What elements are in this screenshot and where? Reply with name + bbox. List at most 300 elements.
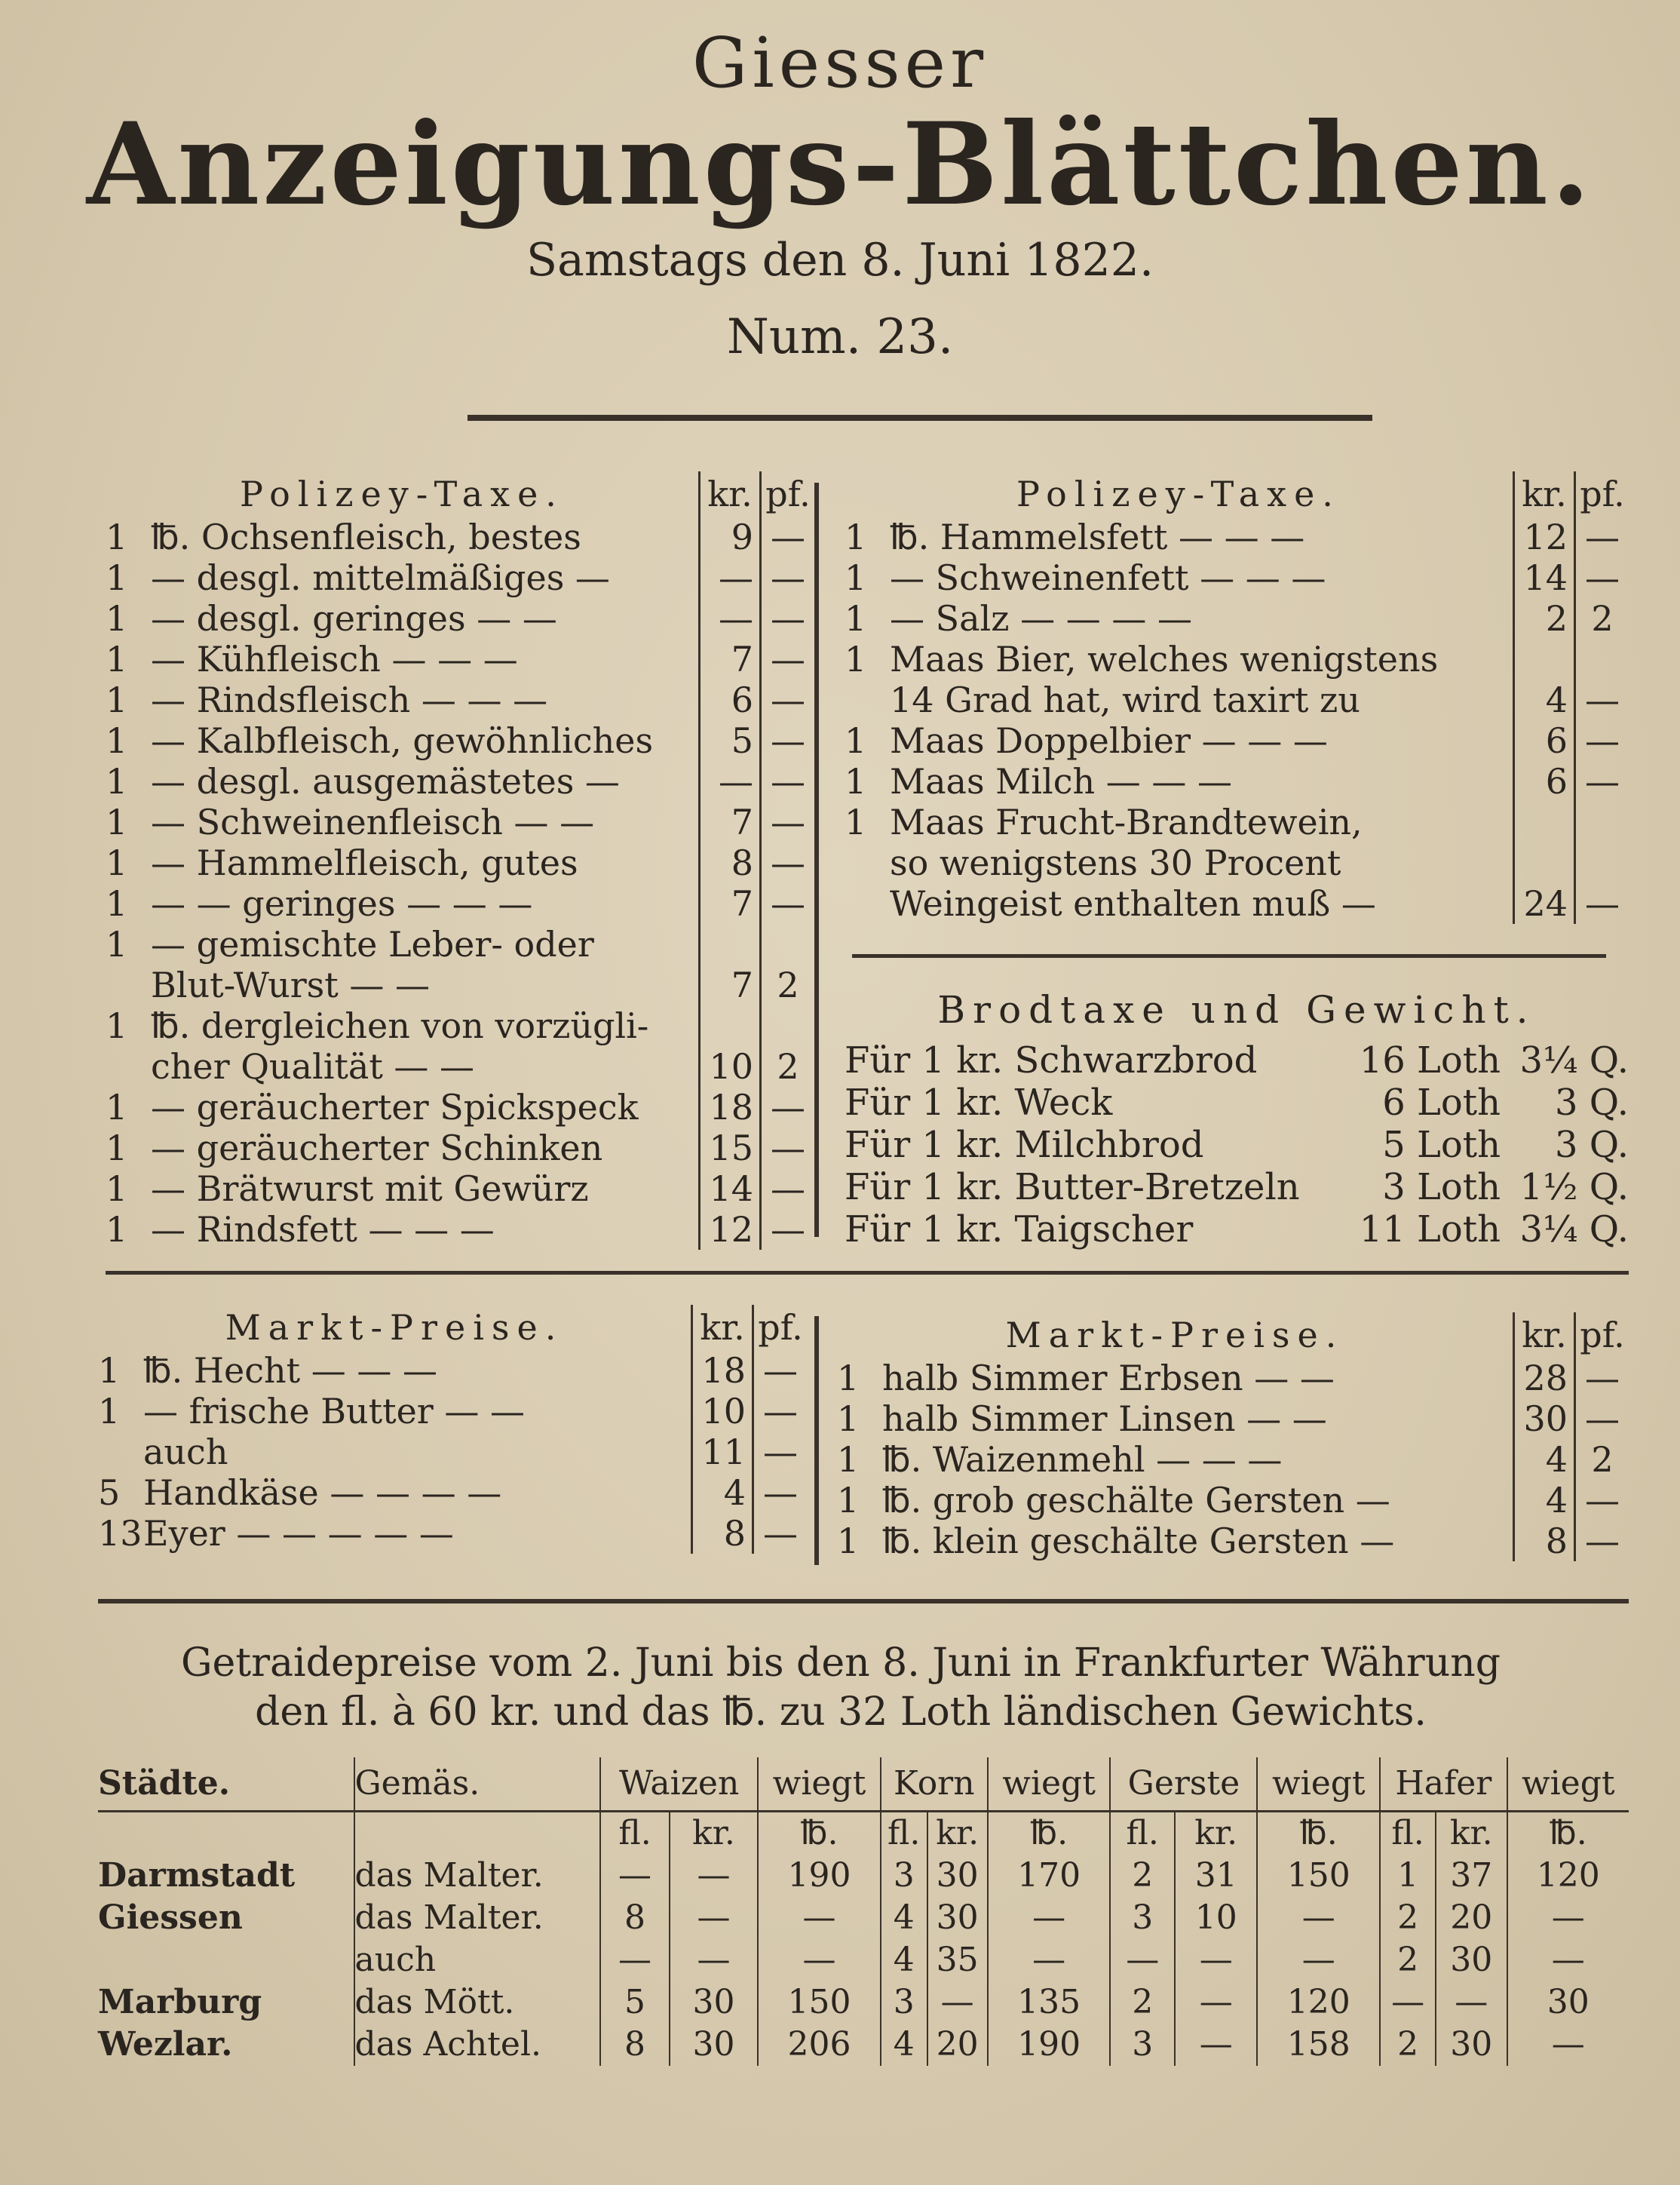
grain-value: 120: [1257, 1981, 1380, 2024]
bread-weight-loth: 16 Loth: [1359, 1039, 1501, 1082]
price-kr: 11: [692, 1432, 753, 1472]
price-pf: —: [753, 1513, 808, 1554]
price-pf: [761, 924, 815, 965]
price-kr: [1514, 842, 1575, 883]
price-pf: —: [753, 1391, 808, 1432]
table-row: [106, 761, 814, 802]
bread-row: [845, 1208, 1629, 1251]
bread-tax-table: [845, 1039, 1629, 1251]
grain-col-header: Waizen: [600, 1757, 758, 1812]
grain-value: 150: [758, 1981, 881, 2024]
bread-weight-q: 3¼ Q.: [1519, 1039, 1629, 1082]
grain-prices-table: [98, 1757, 1629, 2066]
table-row: [106, 517, 814, 557]
grain-value: 20: [927, 2024, 988, 2066]
market-right-title: Markt-Preise.: [1005, 1315, 1344, 1355]
price-kr: 8: [1514, 1521, 1575, 1561]
grain-col-subheader: fl.: [600, 1812, 670, 1855]
col-pf: pf.: [1575, 1312, 1629, 1358]
item-label: auch: [143, 1432, 228, 1472]
item-label: Maas Milch — — —: [890, 761, 1232, 802]
quantity: [845, 680, 890, 720]
price-pf: [1575, 802, 1629, 842]
quantity: 1: [106, 1209, 128, 1250]
price-pf: —: [761, 1209, 815, 1250]
item-label: halb Simmer Erbsen — —: [882, 1358, 1335, 1398]
grain-title-2: den fl. à 60 kr. und das ℔. zu 32 Loth ländischen Gewichts.: [255, 1689, 1427, 1735]
price-pf: —: [1575, 1480, 1629, 1521]
grain-value: 31: [1175, 1855, 1257, 1897]
price-pf: 2: [1575, 1439, 1629, 1480]
bread-weight-loth: 3 Loth: [1382, 1166, 1501, 1208]
grain-value: —: [1507, 2024, 1629, 2066]
column-divider: [814, 1316, 819, 1565]
item-label: Weingeist enthalten muß —: [890, 883, 1376, 924]
measure: das Malter.: [354, 1855, 601, 1897]
item-label: so wenigstens 30 Procent: [890, 842, 1341, 883]
quantity: 1: [837, 1480, 860, 1521]
table-row: [106, 1128, 814, 1168]
bread-tax: [845, 988, 1629, 1251]
grain-value: —: [1507, 1939, 1629, 1981]
price-pf: 2: [761, 1046, 815, 1087]
grain-title-1: Getraidepreise vom 2. Juni bis den 8. Juni in Frankfurter Währung: [180, 1640, 1501, 1686]
col-pf: pf.: [1575, 471, 1629, 517]
bread-label: Für 1 kr. Taigscher: [845, 1208, 1194, 1251]
grain-col-header: Gemäs.: [354, 1757, 601, 1812]
price-kr: 8: [692, 1513, 753, 1554]
grain-col-header: wiegt: [1257, 1757, 1380, 1812]
grain-col-header: wiegt: [1507, 1757, 1629, 1812]
grain-value: 2: [1110, 1855, 1175, 1897]
grain-value: 2: [1380, 1939, 1436, 1981]
grain-value: —: [600, 1939, 670, 1981]
measure: das Malter.: [354, 1897, 601, 1939]
masthead-title: Anzeigungs-Blättchen.: [86, 98, 1594, 231]
grain-value: 8: [600, 2024, 670, 2066]
price-kr: —: [700, 761, 761, 802]
bread-weight-loth: 6 Loth: [1382, 1082, 1501, 1124]
price-kr: 18: [692, 1350, 753, 1391]
issue-date: Samstags den 8. Juni 1822.: [526, 234, 1154, 287]
bread-weight-q: 3¼ Q.: [1519, 1208, 1629, 1251]
price-pf: [1575, 639, 1629, 680]
price-kr: 12: [700, 1209, 761, 1250]
price-kr: 14: [700, 1168, 761, 1209]
price-pf: —: [761, 557, 815, 598]
grain-col-subheader: kr.: [1436, 1812, 1507, 1855]
table-row: [845, 557, 1629, 598]
table-row: [106, 639, 814, 680]
table-row: [837, 1358, 1629, 1398]
price-kr: 7: [700, 639, 761, 680]
table-row: [106, 557, 814, 598]
table-row: [106, 1168, 814, 1209]
quantity: 1: [837, 1398, 860, 1439]
table-row: [106, 883, 814, 924]
price-kr: 4: [1514, 1439, 1575, 1480]
col-kr: kr.: [700, 471, 761, 517]
quantity: 1: [106, 639, 128, 680]
item-label: — desgl. ausgemästetes —: [151, 761, 620, 802]
table-row: [845, 761, 1629, 802]
grain-col-subheader: fl.: [1110, 1812, 1175, 1855]
quantity: 1: [106, 924, 128, 965]
item-label: — geräucherter Spickspeck: [151, 1087, 639, 1128]
quantity: 1: [845, 598, 867, 639]
price-pf: —: [761, 1128, 815, 1168]
item-label: ℔. grob geschälte Gersten —: [882, 1480, 1390, 1521]
bread-rule: [852, 954, 1606, 958]
price-pf: —: [1575, 1521, 1629, 1561]
item-label: — Hammelfleisch, gutes: [151, 842, 578, 883]
quantity: 1: [845, 720, 867, 761]
price-pf: —: [1575, 557, 1629, 598]
bread-row: [845, 1166, 1629, 1208]
table-row: [106, 1209, 814, 1250]
price-kr: [1514, 802, 1575, 842]
grain-value: 158: [1257, 2024, 1380, 2066]
price-pf: —: [761, 517, 815, 557]
item-label: — Rindsfett — — —: [151, 1209, 495, 1250]
grain-value: —: [758, 1897, 881, 1939]
price-kr: 7: [700, 883, 761, 924]
grain-col-subheader: ℔.: [758, 1812, 881, 1855]
police-tax-left: [106, 471, 814, 1250]
grain-value: —: [758, 1939, 881, 1981]
quantity: 1: [98, 1391, 121, 1432]
grain-value: —: [988, 1939, 1111, 1981]
grain-value: 30: [927, 1897, 988, 1939]
quantity: 1: [106, 802, 128, 842]
grain-value: 4: [881, 1939, 927, 1981]
col-pf: pf.: [753, 1305, 808, 1350]
quantity: 1: [106, 1087, 128, 1128]
item-label: — Schweinenfett — — —: [890, 557, 1326, 598]
price-pf: —: [1575, 517, 1629, 557]
grain-value: —: [600, 1855, 670, 1897]
price-pf: —: [1575, 761, 1629, 802]
item-label: — Kühfleisch — — —: [151, 639, 518, 680]
table-row: [106, 680, 814, 720]
price-kr: 7: [700, 965, 761, 1005]
price-kr: —: [700, 557, 761, 598]
table-row: [845, 842, 1629, 883]
item-label: cher Qualität — —: [151, 1046, 475, 1087]
grain-value: 30: [670, 1981, 758, 2024]
price-pf: —: [761, 761, 815, 802]
item-label: — gemischte Leber- oder: [151, 924, 594, 965]
quantity: 1: [106, 842, 128, 883]
grain-value: —: [1110, 1939, 1175, 1981]
table-row: [845, 883, 1629, 924]
quantity: 1: [845, 517, 867, 557]
price-kr: 5: [700, 720, 761, 761]
table-row: [98, 1432, 807, 1472]
grain-col-header: Gerste: [1110, 1757, 1257, 1812]
quantity: 1: [106, 598, 128, 639]
price-pf: 2: [761, 965, 815, 1005]
price-pf: —: [761, 883, 815, 924]
quantity: 5: [98, 1472, 121, 1513]
item-label: — Schweinenfleisch — —: [151, 802, 595, 842]
price-kr: 4: [692, 1472, 753, 1513]
table-row: [106, 598, 814, 639]
grain-value: 30: [1436, 2024, 1507, 2066]
quantity: 1: [106, 720, 128, 761]
table-row: [106, 842, 814, 883]
grain-col-subheader: [354, 1812, 601, 1855]
price-kr: 18: [700, 1087, 761, 1128]
grain-value: 2: [1380, 1897, 1436, 1939]
grain-row: [98, 1855, 1629, 1897]
table-row: [837, 1398, 1629, 1439]
price-kr: 10: [692, 1391, 753, 1432]
table-row: [837, 1521, 1629, 1561]
price-pf: —: [761, 598, 815, 639]
grain-value: 190: [758, 1855, 881, 1897]
grain-value: 3: [881, 1981, 927, 2024]
grain-value: —: [1175, 1981, 1257, 2024]
bread-weight-q: 1½ Q.: [1519, 1166, 1629, 1208]
table-row: [837, 1480, 1629, 1521]
grain-value: 30: [1507, 1981, 1629, 2024]
price-pf: 2: [1575, 598, 1629, 639]
grain-value: 150: [1257, 1855, 1380, 1897]
price-kr: 28: [1514, 1358, 1575, 1398]
item-label: — desgl. geringes — —: [151, 598, 557, 639]
grain-col-subheader: fl.: [1380, 1812, 1436, 1855]
grain-value: 37: [1436, 1855, 1507, 1897]
grain-value: 120: [1507, 1855, 1629, 1897]
masthead-rule: [468, 415, 1372, 421]
price-pf: —: [753, 1472, 808, 1513]
grain-col-header: wiegt: [758, 1757, 881, 1812]
col-pf: pf.: [761, 471, 815, 517]
bread-label: Für 1 kr. Schwarzbrod: [845, 1039, 1258, 1082]
bread-weight-q: 3 Q.: [1554, 1124, 1629, 1166]
price-kr: [700, 1005, 761, 1046]
police-tax-right-table: [845, 471, 1629, 924]
grain-value: 35: [927, 1939, 988, 1981]
quantity: 1: [845, 761, 867, 802]
table-row: [106, 965, 814, 1005]
grain-value: —: [670, 1855, 758, 1897]
item-label: — desgl. mittelmäßiges —: [151, 557, 610, 598]
city: Giessen: [98, 1898, 243, 1937]
grain-col-subheader: kr.: [670, 1812, 758, 1855]
grain-value: 4: [881, 1897, 927, 1939]
grain-value: 20: [1436, 1897, 1507, 1939]
table-row: [106, 1046, 814, 1087]
grain-value: —: [927, 1981, 988, 2024]
quantity: [98, 1432, 143, 1472]
item-label: Maas Bier, welches wenigstens: [890, 639, 1439, 680]
item-label: — frische Butter — —: [143, 1391, 526, 1432]
quantity: 1: [106, 517, 128, 557]
price-kr: 7: [700, 802, 761, 842]
grain-value: —: [670, 1897, 758, 1939]
police-tax-right-title: Polizey-Taxe.: [1016, 474, 1341, 514]
table-row: [106, 720, 814, 761]
item-label: Maas Doppelbier — — —: [890, 720, 1328, 761]
table-row: [98, 1391, 807, 1432]
quantity: 1: [106, 761, 128, 802]
grain-col-subheader: ℔.: [1257, 1812, 1380, 1855]
market-left-title: Markt-Preise.: [225, 1307, 564, 1348]
price-pf: —: [761, 842, 815, 883]
quantity: 1: [845, 557, 867, 598]
bread-weight-q: 3 Q.: [1554, 1082, 1629, 1124]
price-kr: 12: [1514, 517, 1575, 557]
bread-row: [845, 1082, 1629, 1124]
price-kr: 15: [700, 1128, 761, 1168]
price-kr: [700, 924, 761, 965]
table-row: [845, 720, 1629, 761]
item-label: — geräucherter Schinken: [151, 1128, 603, 1168]
price-kr: —: [700, 598, 761, 639]
grain-row: [98, 2024, 1629, 2066]
price-pf: —: [753, 1350, 808, 1391]
table-row: [98, 1350, 807, 1391]
price-kr: 8: [700, 842, 761, 883]
item-label: Blut-Wurst — —: [151, 965, 431, 1005]
table-row: [845, 598, 1629, 639]
market-right-table: [837, 1312, 1629, 1561]
police-tax-left-title: Polizey-Taxe.: [240, 474, 564, 514]
quantity: 1: [845, 639, 867, 680]
market-left-table: [98, 1305, 807, 1554]
market-right: [837, 1312, 1629, 1561]
table-row: [106, 1005, 814, 1046]
market-left: [98, 1305, 807, 1554]
quantity: [845, 842, 890, 883]
price-pf: [1575, 842, 1629, 883]
table-row: [845, 517, 1629, 557]
price-pf: —: [761, 1168, 815, 1209]
quantity: [845, 883, 890, 924]
issue-number: Num. 23.: [726, 309, 954, 365]
price-pf: —: [761, 1087, 815, 1128]
item-label: — Salz — — — —: [890, 598, 1192, 639]
grain-col-subheader: kr.: [927, 1812, 988, 1855]
quantity: 1: [837, 1358, 860, 1398]
bread-weight-loth: 11 Loth: [1359, 1208, 1501, 1251]
quantity: 1: [837, 1521, 860, 1561]
table-row: [837, 1439, 1629, 1480]
grain-col-header: Städte.: [98, 1757, 354, 1812]
grain-col-header: Hafer: [1380, 1757, 1507, 1812]
table-row: [106, 802, 814, 842]
grain-value: 206: [758, 2024, 881, 2066]
price-pf: —: [1575, 680, 1629, 720]
price-pf: —: [761, 680, 815, 720]
bread-tax-title: Brodtaxe und Gewicht.: [937, 988, 1536, 1032]
grain-col-subheader: ℔.: [1507, 1812, 1629, 1855]
price-pf: [761, 1005, 815, 1046]
item-label: — — geringes — — —: [151, 883, 533, 924]
police-tax-left-table: [106, 471, 814, 1250]
bread-label: Für 1 kr. Milchbrod: [845, 1124, 1204, 1166]
price-pf: —: [1575, 1398, 1629, 1439]
item-label: — Rindsfleisch — — —: [151, 680, 548, 720]
grain-value: —: [988, 1897, 1111, 1939]
grain-value: —: [1257, 1897, 1380, 1939]
item-label: 14 Grad hat, wird taxirt zu: [890, 680, 1360, 720]
price-kr: 2: [1514, 598, 1575, 639]
price-kr: 30: [1514, 1398, 1575, 1439]
item-label: ℔. dergleichen von vorzügli-: [151, 1005, 649, 1046]
grain-value: 10: [1175, 1897, 1257, 1939]
price-pf: —: [761, 720, 815, 761]
section-rule: [106, 1271, 1629, 1275]
grain-value: —: [670, 1939, 758, 1981]
quantity: 13: [98, 1513, 143, 1554]
grain-value: —: [1175, 2024, 1257, 2066]
price-pf: —: [753, 1432, 808, 1472]
grain-header-row: [98, 1757, 1629, 1812]
grain-row: [98, 1939, 1629, 1981]
grain-value: 2: [1380, 2024, 1436, 2066]
grain-value: 8: [600, 1897, 670, 1939]
grain-value: 3: [881, 1855, 927, 1897]
table-row: [106, 924, 814, 965]
bread-weight-loth: 5 Loth: [1382, 1124, 1501, 1166]
item-label: halb Simmer Linsen — —: [882, 1398, 1327, 1439]
city: Darmstadt: [98, 1856, 296, 1895]
grain-col-subheader: fl.: [881, 1812, 927, 1855]
col-kr: kr.: [1514, 471, 1575, 517]
city: Wezlar.: [98, 2025, 233, 2064]
grain-value: 1: [1380, 1855, 1436, 1897]
price-kr: [1514, 639, 1575, 680]
section-rule: [98, 1599, 1629, 1603]
measure: das Mött.: [354, 1981, 601, 2024]
grain-value: 30: [670, 2024, 758, 2066]
grain-value: 135: [988, 1981, 1111, 2024]
table-row: [106, 1087, 814, 1128]
city: Marburg: [98, 1983, 262, 2021]
grain-value: —: [1507, 1897, 1629, 1939]
col-kr: kr.: [692, 1305, 753, 1350]
grain-value: 3: [1110, 2024, 1175, 2066]
table-row: [98, 1513, 807, 1554]
item-label: — Brätwurst mit Gewürz: [151, 1168, 589, 1209]
price-pf: —: [1575, 720, 1629, 761]
price-pf: —: [761, 639, 815, 680]
grain-value: 2: [1110, 1981, 1175, 2024]
grain-prices: [98, 1757, 1629, 2066]
grain-col-subheader: [98, 1812, 354, 1855]
quantity: 1: [98, 1350, 121, 1391]
price-pf: —: [1575, 1358, 1629, 1398]
grain-value: —: [1257, 1939, 1380, 1981]
price-kr: 24: [1514, 883, 1575, 924]
quantity: 1: [106, 883, 128, 924]
price-pf: —: [1575, 883, 1629, 924]
table-row: [845, 639, 1629, 680]
measure: das Achtel.: [354, 2024, 601, 2066]
price-kr: 4: [1514, 1480, 1575, 1521]
bread-label: Für 1 kr. Butter-Bretzeln: [845, 1166, 1300, 1208]
item-label: ℔. Waizenmehl — — —: [882, 1439, 1283, 1480]
col-kr: kr.: [1514, 1312, 1575, 1358]
price-kr: 6: [700, 680, 761, 720]
quantity: 1: [106, 557, 128, 598]
price-kr: 4: [1514, 680, 1575, 720]
grain-value: —: [1380, 1981, 1436, 2024]
grain-value: 30: [927, 1855, 988, 1897]
